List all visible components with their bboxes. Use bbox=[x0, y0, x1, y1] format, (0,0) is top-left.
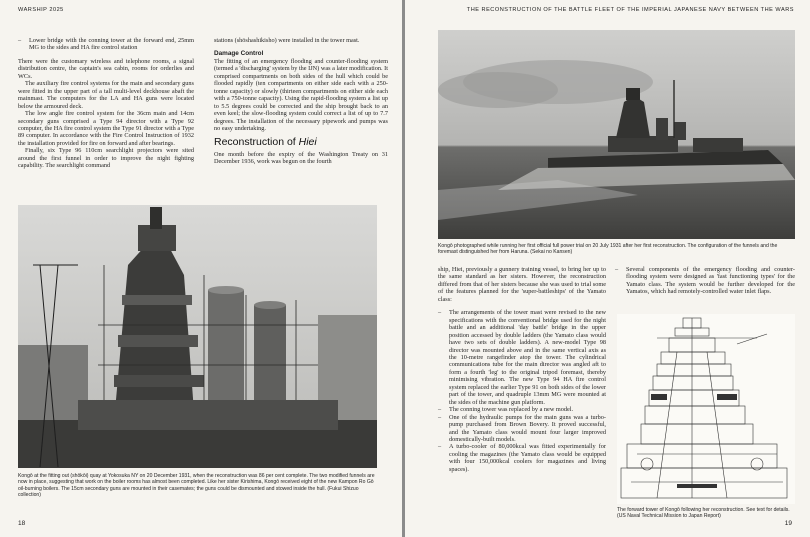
fitting-out-caption: Kongō at the fitting out (shōkōi) quay at Yokosuka NY on 20 December 1931, when the reconstruction was 86 per cent complete. The two modified funnels are now in place, suggesting that work on the boiler rooms has almost been completed. Like her sister Kirishima, Kongō received eight of the new Kampon Ro Gō oil-burning boilers. The 15cm secondary guns are mounted in their casemates; the guns could be dismounted and stowed inside the hull. (Fukui Shizuo collection) bbox=[18, 473, 375, 499]
list-item: – Several components of the emergency flooding and counter-flooding system were designed as 'fast functioning types' for the Yamato class. The system would be further developed for the Yamatos, which had remotely-controlled water inlet flaps. bbox=[615, 266, 795, 296]
list-item: – A turbo-cooler of 80,000kcal was fitted experimentally for cooling the magazines (the Yamato class would be equipped with four 150,000kcal coolers for magazines and living spaces). bbox=[438, 443, 606, 473]
paragraph: One month before the expiry of the Washington Treaty on 31 December 1936, work was begun on the fourth bbox=[214, 150, 388, 166]
right-page-number: 19 bbox=[784, 520, 792, 527]
paragraph: The low angle fire control system for the 36cm main and 14cm secondary guns comprised a Type 94 director with a Type 92 computer, the HA fire control system the Type 91 director with a Type 89 computer. In accordance with the Fire Control Instruction of 1932 the installation provided for fire on forward and after bearings. bbox=[18, 110, 194, 147]
right-running-head: THE RECONSTRUCTION OF THE BATTLE FLEET OF THE IMPERIAL JAPANESE NAVY BETWEEN THE WARS bbox=[466, 7, 794, 13]
paragraph: Finally, six Type 96 110cm searchlight projectors were sited around the first funnel in order to improve the night fighting capability. The searchlight command bbox=[18, 147, 194, 170]
list-item: – One of the hydraulic pumps for the main guns was a turbo-pump purchased from Brown Bovery. It proved successful, and the Yamato class would mount four larger improved domestically-built models. bbox=[438, 414, 606, 444]
right-column-2 bbox=[615, 266, 795, 296]
left-running-head: WARSHIP 2025 bbox=[18, 7, 64, 13]
left-column-1 bbox=[18, 37, 194, 170]
paragraph: The fitting of an emergency flooding and counter-flooding system (termed a 'discharging' system by the IJN) was a later modification. It comprised compartments on both sides of the hull which could be flooded rapidly (ten compartments on either side each with a 250-tonne capacity) or slowly (thirteen compartments on either side each with a 750-tonne capacity). Using the rapid-flooding system a list up to 5.5 degrees could be corrected and the ship brought back to an even keel; the slow-flooding system could correct a list of up to 7.7 degrees. The installation of the necessary pipework and pumps was no easy undertaking. bbox=[214, 57, 388, 132]
damage-control-heading: Damage Control bbox=[214, 50, 264, 58]
right-page bbox=[405, 0, 810, 537]
bullet-lower-bridge: – Lower bridge with the conning tower at the forward end, 25mm MG to the sides and HA fire control station bbox=[18, 37, 194, 52]
list-item: – The arrangements of the tower mast were revised to the new specifications with the conventional bridge used for the night battle and an additional 'day battle' bridge in the upper position accessed by double ladders (the Yamato class would have two sets of double ladders). A new-model Type 98 director was mounted above and in the same vertical axis as the 10-metre rangefinder atop the tower. The cylindrical communications tube for the main director was angled aft to form a fourth 'leg' to the original tripod foremast, thereby minimising vibration. The new Type 94 HA fire control system replaced the earlier Type 91 on both sides of the lower part of the tower, and quadruple 13mm MG were mounted at the sides of the machine gun platform. bbox=[438, 309, 606, 406]
trial-photo bbox=[438, 30, 795, 239]
hiei-bullet-list bbox=[438, 309, 606, 473]
paragraph: There were the customary wireless and telephone rooms, a signal distribution centre, the captain's sea cabin, rooms for orderlies and WCs. bbox=[18, 57, 194, 80]
left-page-number: 18 bbox=[18, 520, 26, 527]
tower-drawing-caption: The forward tower of Kongō following her reconstruction. See text for details. (US Naval Technical Mission to Japan Report) bbox=[617, 507, 790, 520]
fitting-out-photo bbox=[18, 205, 377, 468]
left-column-2 bbox=[214, 37, 388, 166]
paragraph: The auxiliary fire control systems for the main and secondary guns were fitted in the upper part of a tall multi-level deckhouse abaft the mainmast. The computers for the LA and HA guns were located below the armoured deck. bbox=[18, 80, 194, 110]
tower-drawing bbox=[617, 314, 795, 504]
right-column-1 bbox=[438, 266, 606, 473]
list-item: – The conning tower was replaced by a new model. bbox=[438, 406, 606, 413]
left-page bbox=[0, 0, 402, 537]
paragraph: ship, Hiei, previously a gunnery training vessel, to bring her up to the same standard as her sisters. However, the reconstruction differed from that of her sisters because she was used to trial some of the features planned for the 'super-battleships' of the Yamato class: bbox=[438, 266, 606, 303]
section-heading: Reconstruction of Hiei bbox=[214, 136, 317, 149]
paragraph: stations (shōshashikisho) were installed in the tower mast. bbox=[214, 37, 360, 44]
trial-caption: Kongō photographed while running her first official full power trial on 20 July 1931 after her first reconstruction. The configuration of the funnels and the foremast distinguished her from Haruna. (Sekai no Kansen) bbox=[438, 243, 778, 256]
